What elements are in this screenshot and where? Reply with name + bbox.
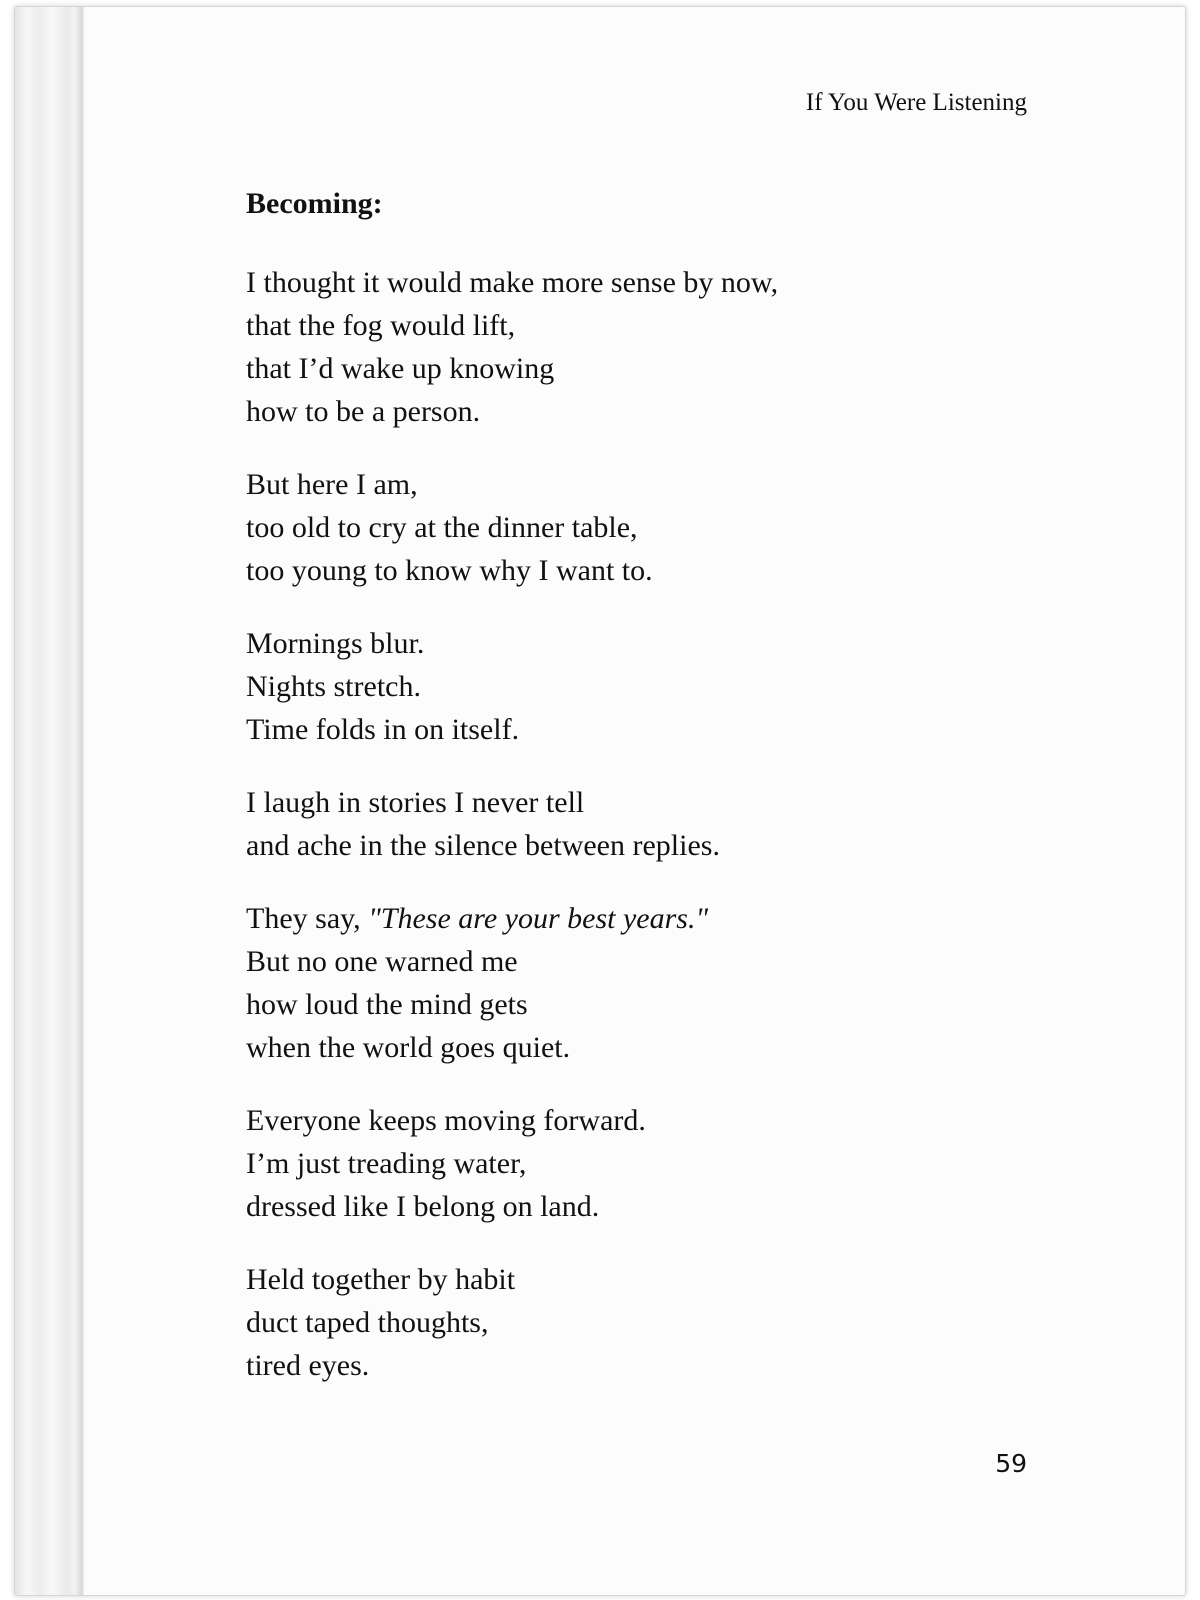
poem-line: I’m just treading water, [246, 1147, 527, 1180]
poem-line: I laugh in stories I never tell [246, 786, 585, 819]
poem-line: But no one warned me [246, 945, 518, 978]
poem [246, 185, 1066, 1417]
poem-line: too young to know why I want to. [246, 554, 653, 587]
poem-line: Held together by habit [246, 1263, 516, 1296]
stanza-4 [246, 781, 1066, 867]
stanza-7 [246, 1258, 1066, 1387]
poem-line: Nights stretch. [246, 670, 421, 703]
stanza-3 [246, 622, 1066, 751]
poem-line: Everyone keeps moving forward. [246, 1104, 646, 1137]
poem-line: too old to cry at the dinner table, [246, 511, 638, 544]
stanza-5 [246, 897, 1066, 1069]
poem-line: that the fog would lift, [246, 309, 516, 342]
running-header-title: If You Were Listening [805, 89, 1027, 116]
poem-line: Mornings blur. [246, 627, 425, 660]
poem-line: when the world goes quiet. [246, 1031, 571, 1064]
poem-line: duct taped thoughts, [246, 1306, 489, 1339]
poem-line: But here I am, [246, 468, 418, 501]
poem-line: Time folds in on itself. [246, 713, 520, 746]
poem-line: how loud the mind gets [246, 988, 528, 1021]
book-page [14, 6, 1186, 1596]
poem-line-with-quote [246, 897, 1066, 940]
poem-line: and ache in the silence between replies. [246, 829, 720, 862]
book-spine [15, 7, 85, 1595]
spine-edge-line [81, 7, 83, 1595]
italic-quote: "These are your best years." [368, 902, 709, 935]
poem-line: I thought it would make more sense by now, [246, 266, 779, 299]
page-number: 59 [995, 1449, 1027, 1478]
poem-line: that I’d wake up knowing [246, 352, 555, 385]
poem-line: how to be a person. [246, 395, 481, 428]
stanza-6 [246, 1099, 1066, 1228]
stanza-1 [246, 261, 1066, 433]
poem-line: tired eyes. [246, 1349, 370, 1382]
stanza-2 [246, 463, 1066, 592]
poem-line: dressed like I belong on land. [246, 1190, 600, 1223]
poem-title: Becoming: [246, 187, 383, 220]
poem-line-lead: They say, [246, 902, 369, 935]
